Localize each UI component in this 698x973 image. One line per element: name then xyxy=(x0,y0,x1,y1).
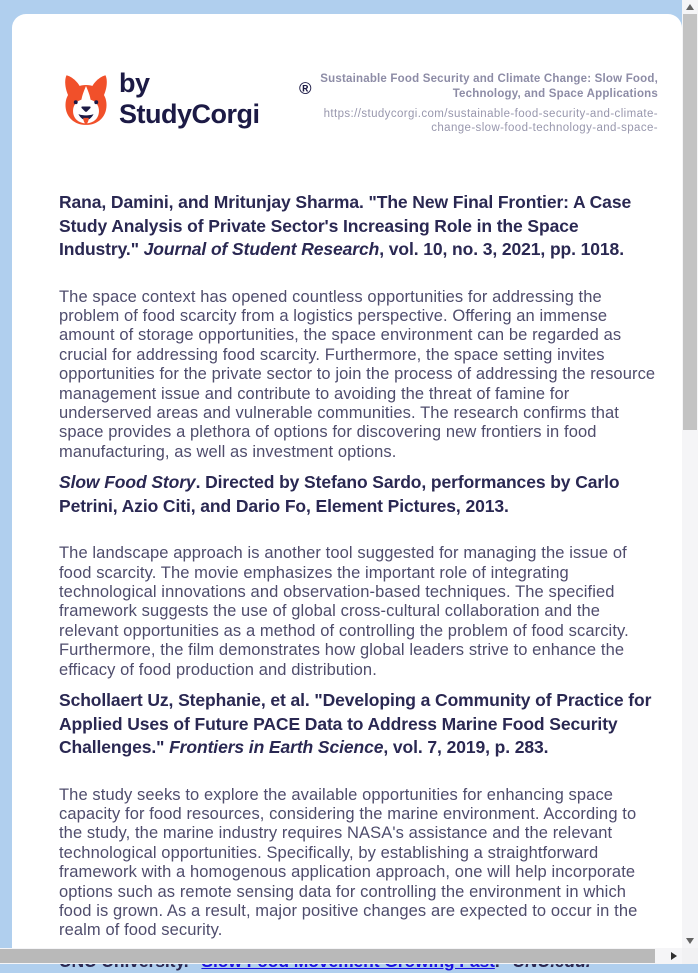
citation-entry-3: Schollaert Uz, Stephanie, et al. "Developing a Community of Practice for Applied Uses of Future PACE Data to Address Marine Food Security Challenges." Frontiers in Earth Science, vol. 7, 2019, p. 283. xyxy=(59,690,652,757)
document-meta xyxy=(311,68,658,135)
vertical-scrollbar-thumb[interactable] xyxy=(683,14,697,430)
document-header xyxy=(59,68,658,135)
scroll-down-icon[interactable] xyxy=(686,938,694,944)
summary-paragraph-2: The landscape approach is another tool suggested for managing the issue of food scarcity. The movie emphasizes the important role of integrating technological innovations and observation-based techniques. The specified framework suggests the use of global cross-cultural collaboration and the relevant opportunities as a method of controlling the problem of food scarcity. Furthermore, the film demonstrates how global leaders strive to enhance the efficacy of food production and distribution. xyxy=(59,544,629,679)
citation-entry-1: Rana, Damini, and Mritunjay Sharma. "The New Final Frontier: A Case Study Analysis of Private Sector's Increasing Role in the Space Industry." Journal of Student Research, vol. 10, no. 3, 2021, pp. 1018. xyxy=(59,192,632,259)
document-card xyxy=(12,14,682,948)
scroll-right-icon[interactable] xyxy=(671,952,677,960)
scroll-up-icon[interactable] xyxy=(686,4,694,10)
summary-paragraph-1: The space context has opened countless opportunities for addressing the problem of food scarcity from a logistics perspective. Offering an immense amount of storage opportunities, the space environment can be regarded as crucial for addressing food scarcity. Furthermore, the space setting invites opportunities for the private sector to join the process of addressing the resource management issue and contribute to avoiding the threat of famine for underserved areas and vulnerable communities. The research confirms that space provides a plethora of options for discovering new frontiers in food manufacturing, as well as investment options. xyxy=(59,287,656,461)
horizontal-scrollbar-thumb[interactable] xyxy=(0,949,655,963)
logo-text: by StudyCorgi xyxy=(119,68,260,129)
horizontal-scrollbar[interactable] xyxy=(0,948,682,964)
citation-entry-2: Slow Food Story. Directed by Stefano Sardo, performances by Carlo Petrini, Azio Citi, and Dario Fo, Element Pictures, 2013. xyxy=(59,472,620,516)
vertical-scrollbar[interactable] xyxy=(682,0,698,948)
registered-trademark-icon: ® xyxy=(298,79,312,98)
references-body xyxy=(59,191,656,973)
document-title: Sustainable Food Security and Climate Change: Slow Food, Technology, and Space Applications xyxy=(320,73,658,100)
studycorgi-brand xyxy=(59,68,311,130)
scrollbar-corner xyxy=(682,948,698,964)
summary-paragraph-3: The study seeks to explore the available opportunities for enhancing space capacity for food resources, considering the marine environment. According to the study, the marine industry requires NASA's assistance and the relevant technological opportunities. Specifically, by establishing a straightforward framework with a homogenous application approach, one will help incorporate options such as remote sensing data for controlling the environment in which food is grown. As a result, major positive changes are expected to occur in the realm of food security. xyxy=(59,785,638,940)
document-url: https://studycorgi.com/sustainable-food-security-and-climate-change-slow-food-technology-and-space- xyxy=(323,108,658,134)
corgi-logo-icon xyxy=(59,70,113,128)
